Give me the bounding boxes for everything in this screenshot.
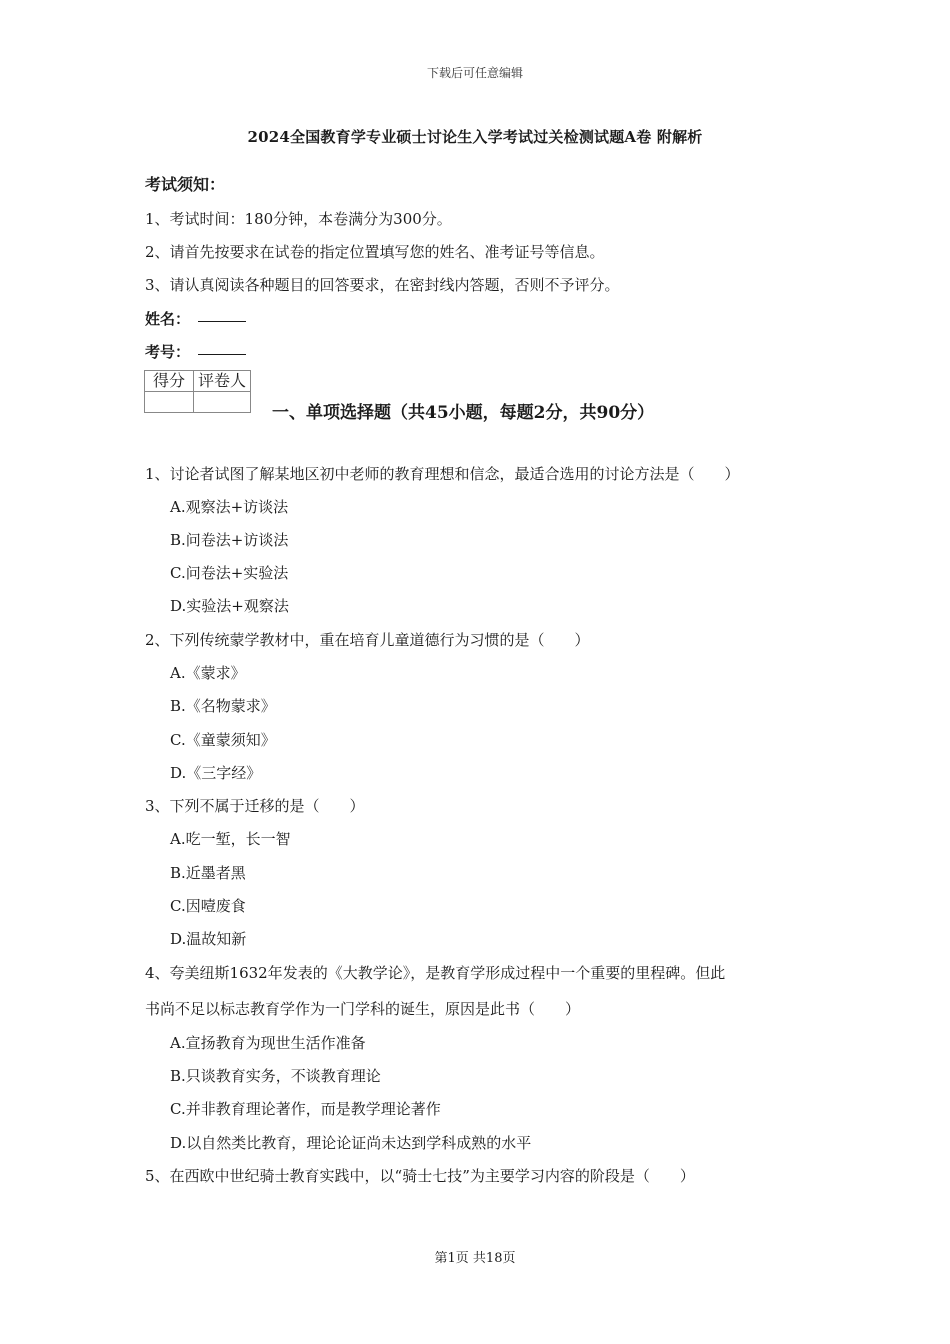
score-table [144,370,251,413]
question-stem: 3、下列不属于迁移的是（ ） [145,797,365,815]
id-blank [198,354,246,355]
question-stem: 2、下列传统蒙学教材中，重在培育儿童道德行为习惯的是（ ） [145,631,590,649]
id-field [145,341,246,362]
question-stem: 5、在西欧中世纪骑士教育实践中，以“骑士七技”为主要学习内容的阶段是（ ） [145,1167,695,1185]
name-label: 姓名： [145,310,191,328]
document-title: 2024全国教育学专业硕士讨论生入学考试过关检测试题A卷 附解析 [247,128,703,146]
score-header: 得分 [145,371,194,392]
notice-item: 3、请认真阅读各种题目的回答要求，在密封线内答题，否则不予评分。 [145,276,620,294]
question-option: D.以自然类比教育，理论论证尚未达到学科成熟的水平 [170,1134,532,1152]
question-option: D.实验法+观察法 [170,597,289,615]
question-option: C.因噎废食 [170,897,246,915]
section-heading: 一、单项选择题（共45小题，每题2分，共90分） [272,403,655,423]
page-footer: 第1页 共18页 [434,1251,516,1266]
score-cell [145,392,194,413]
question-option: A.宣扬教育为现世生活作准备 [170,1034,366,1052]
question-option: A.吃一堑，长一智 [170,830,291,848]
question-option: C.《童蒙须知》 [170,731,276,749]
question-option: D.温故知新 [170,930,247,948]
question-stem: 4、夸美纽斯1632年发表的《大教学论》，是教育学形成过程中一个重要的里程碑。但此 [145,964,726,982]
header-note: 下载后可任意编辑 [426,66,523,80]
question-stem: 1、讨论者试图了解某地区初中老师的教育理想和信念，最适合选用的讨论方法是（ ） [145,465,740,483]
question-stem-continued: 书尚不足以标志教育学作为一门学科的诞生，原因是此书（ ） [145,1000,581,1018]
grader-header: 评卷人 [194,371,251,392]
question-option: B.近墨者黑 [170,864,246,882]
notice-heading: 考试须知： [145,175,226,194]
grader-cell [194,392,251,413]
notice-item: 1、考试时间：180分钟，本卷满分为300分。 [145,210,452,228]
name-blank [198,321,246,322]
question-option: B.只谈教育实务，不谈教育理论 [170,1067,381,1085]
name-field [145,308,246,329]
id-label: 考号： [145,343,191,361]
question-option: A.观察法+访谈法 [170,498,289,516]
notice-item: 2、请首先按要求在试卷的指定位置填写您的姓名、准考证号等信息。 [145,243,605,261]
question-option: A.《蒙求》 [170,664,246,682]
question-option: B.《名物蒙求》 [170,697,276,715]
question-option: C.问卷法+实验法 [170,564,289,582]
question-option: B.问卷法+访谈法 [170,531,289,549]
question-option: D.《三字经》 [170,764,262,782]
question-option: C.并非教育理论著作，而是教学理论著作 [170,1100,441,1118]
